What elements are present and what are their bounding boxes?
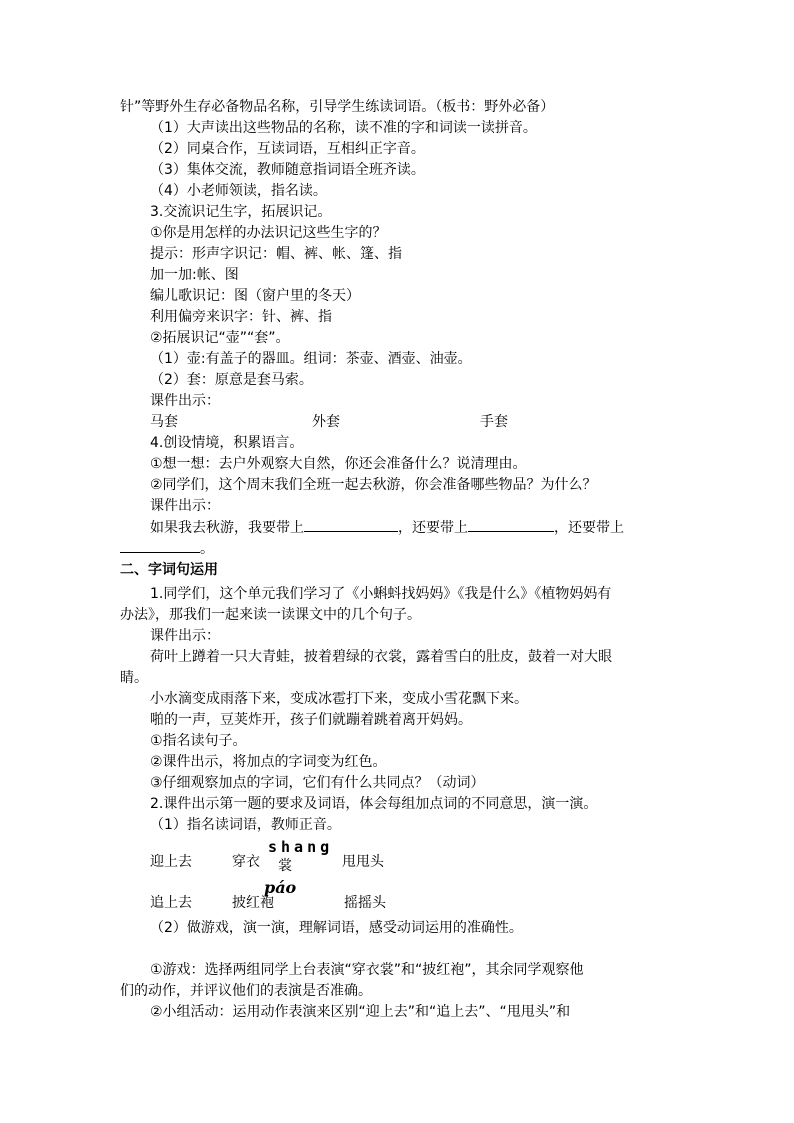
sentence-part: 如果我去秋游，我要带上 (150, 520, 304, 536)
text-line: （1）大声读出这些物品的名称，读不准的字和词读一读拼音。 (150, 120, 537, 136)
text-line: ①指名读句子。 (150, 733, 247, 749)
text-line: ②课件出示，将加点的字词变为红色。 (150, 754, 387, 770)
text-line: 课件出示： (150, 498, 220, 514)
blank-line (468, 517, 554, 532)
text-line: ①游戏：选择两组同学上台表演“穿衣裳”和“披红袍”，其余同学观察他 (150, 962, 584, 978)
word-item: 外套 (312, 414, 340, 430)
word-item: 马套 (150, 414, 178, 430)
text-line: ②同学们，这个周末我们全班一起去秋游，你会准备哪些物品？为什么？ (150, 477, 597, 493)
sentence-part: ，还要带上 (398, 520, 468, 536)
word-item: 穿衣 (232, 854, 260, 870)
text-line: 啪的一声，豆荚炸开，孩子们就蹦着跳着离开妈妈。 (150, 712, 472, 728)
fill-in-sentence (150, 517, 624, 538)
word-item: 披红袍 (232, 895, 274, 911)
pinyin-shang: shang (268, 838, 334, 856)
word-item: 迎上去 (150, 854, 192, 870)
text-line: 编儿歌识记：图（窗户里的冬天） (150, 288, 360, 304)
text-line: 2.课件出示第一题的要求及词语，体会每组加点词的不同意思，演一演。 (150, 796, 598, 812)
text-line: （2）同桌合作，互读词语，互相纠正字音。 (150, 141, 425, 157)
word-item: 摇摇头 (344, 895, 386, 911)
section-heading: 二、字词句运用 (120, 562, 218, 578)
word-item: 追上去 (150, 895, 192, 911)
text-line: 利用偏旁来识字：针、裤、指 (150, 309, 332, 325)
text-line: ③仔细观察加点的字词，它们有什么共同点？（动词） (150, 775, 485, 791)
text-line: 小水滴变成雨落下来，变成冰雹打下来，变成小雪花飘下来。 (150, 691, 528, 707)
text-line: ②拓展识记“壶”“套”。 (150, 330, 290, 346)
text-line: ①你是用怎样的办法识记这些生字的？ (150, 225, 387, 241)
text-line: （1）指名读词语，教师正音。 (150, 817, 341, 833)
word-item: 裳 (278, 858, 292, 874)
text-line: 办法》，那我们一起来读一读课文中的几个句子。 (120, 607, 421, 623)
text-line: 荷叶上蹲着一只大青蛙，披着碧绿的衣裳，露着雪白的肚皮，鼓着一对大眼 (150, 649, 612, 665)
text-line: （1）壶:有盖子的器皿。组词：茶壶、酒壶、油壶。 (150, 351, 472, 367)
text-line: （2）做游戏，演一演，理解词语，感受动词运用的准确性。 (150, 920, 523, 936)
text-line: 提示：形声字识记：帽、裤、帐、篷、指 (150, 246, 402, 262)
text-line: （4）小老师领读，指名读。 (150, 183, 327, 199)
sentence-part: 。 (200, 541, 214, 557)
text-line: 课件出示： (150, 393, 220, 409)
text-line: ①想一想：去户外观察大自然，你还会准备什么？说清理由。 (150, 456, 527, 472)
sentence-part: ，还要带上 (554, 520, 624, 536)
text-line: 课件出示： (150, 628, 220, 644)
fill-in-sentence-end (120, 538, 214, 559)
text-line: 睛。 (120, 670, 148, 686)
word-item: 手套 (480, 414, 508, 430)
text-line: ②小组活动：运用动作表演来区别“迎上去”和“追上去”、“甩甩头”和 (150, 1004, 571, 1020)
text-line: （3）集体交流，教师随意指词语全班齐读。 (150, 162, 425, 178)
blank-line (304, 517, 398, 532)
text-line: 针”等野外生存必备物品名称，引导学生练读词语。（板书：野外必备） (120, 99, 555, 115)
text-line: 1.同学们，这个单元我们学习了《小蝌蚪找妈妈》《我是什么》《植物妈妈有 (150, 586, 612, 602)
text-line: 3.交流识记生字，拓展识记。 (150, 204, 332, 220)
text-line: 们的动作，并评议他们的表演是否准确。 (120, 983, 372, 999)
word-item: 甩甩头 (342, 854, 384, 870)
text-line: （2）套：原意是套马索。 (150, 372, 313, 388)
blank-line (120, 538, 200, 553)
pinyin-pao: páo (264, 878, 297, 897)
text-line: 加一加:帐、图 (150, 267, 239, 283)
text-line: 4.创设情境，积累语言。 (150, 435, 304, 451)
